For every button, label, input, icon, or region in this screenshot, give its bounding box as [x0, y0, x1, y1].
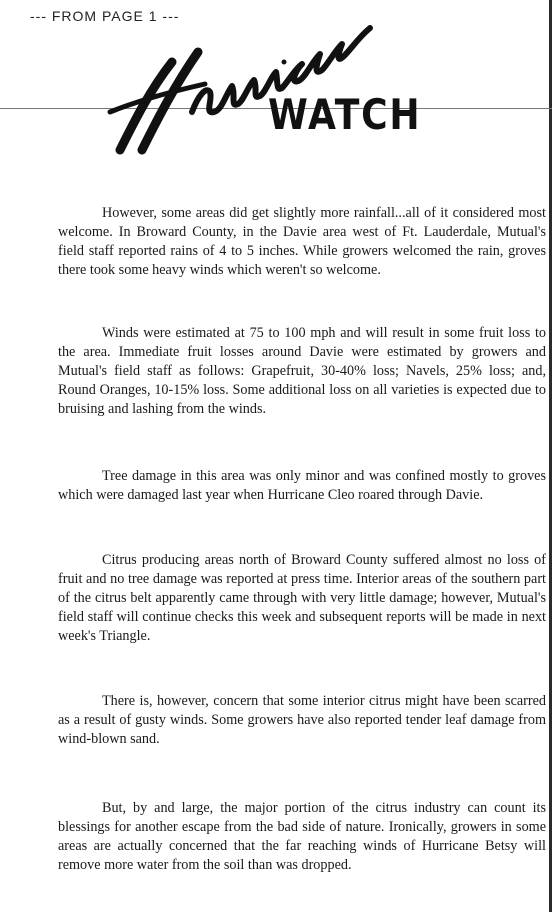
article-paragraph: But, by and large, the major portion of the citrus industry can count its blessings for another escape from the bad side of nature. Ironically, growers in some areas are actually concerned that the far reaching winds of Hurricane Betsy will remove more water from the soil than was dropped.	[58, 800, 546, 873]
article-paragraph: Tree damage in this area was only minor and was confined mostly to groves which were damaged last year when Hurricane Cleo roared through Davie.	[58, 468, 546, 503]
article-paragraph: However, some areas did get slightly more rainfall...all of it considered most welcome. In Broward County, in the Davie area west of Ft. Lauderdale, Mutual's field staff reported rains of 4 to 5 inches. While growers welcomed the rain, groves there took some heavy winds which weren't so welcome.	[58, 205, 546, 278]
continuation-line: --- FROM PAGE 1 ---	[30, 8, 180, 24]
article-paragraph: There is, however, concern that some interior citrus might have been scarred as a result of gusty winds. Some growers have also reported tender leaf damage from wind-blown sand.	[58, 693, 546, 747]
article-paragraph: Citrus producing areas north of Broward County suffered almost no loss of fruit and no tree damage was reported at press time. Interior areas of the southern part of the citrus belt apparently came through with very little damage; however, Mutual's field staff will continue checks this week and subsequent reports will be made in next week's Triangle.	[58, 552, 546, 644]
article-body	[58, 204, 546, 875]
article-paragraph: Winds were estimated at 75 to 100 mph and will result in some fruit loss to the area. Immediate fruit losses around Davie were estimated by growers and Mutual's field staff as follows: Grapefruit, 30-40% loss; Navels, 25% loss; and, Round Oranges, 10-15% loss. Some additional loss on all varieties is expected due to bruising and lashing from the winds.	[58, 325, 546, 417]
masthead-watch: WATCH	[268, 90, 422, 139]
